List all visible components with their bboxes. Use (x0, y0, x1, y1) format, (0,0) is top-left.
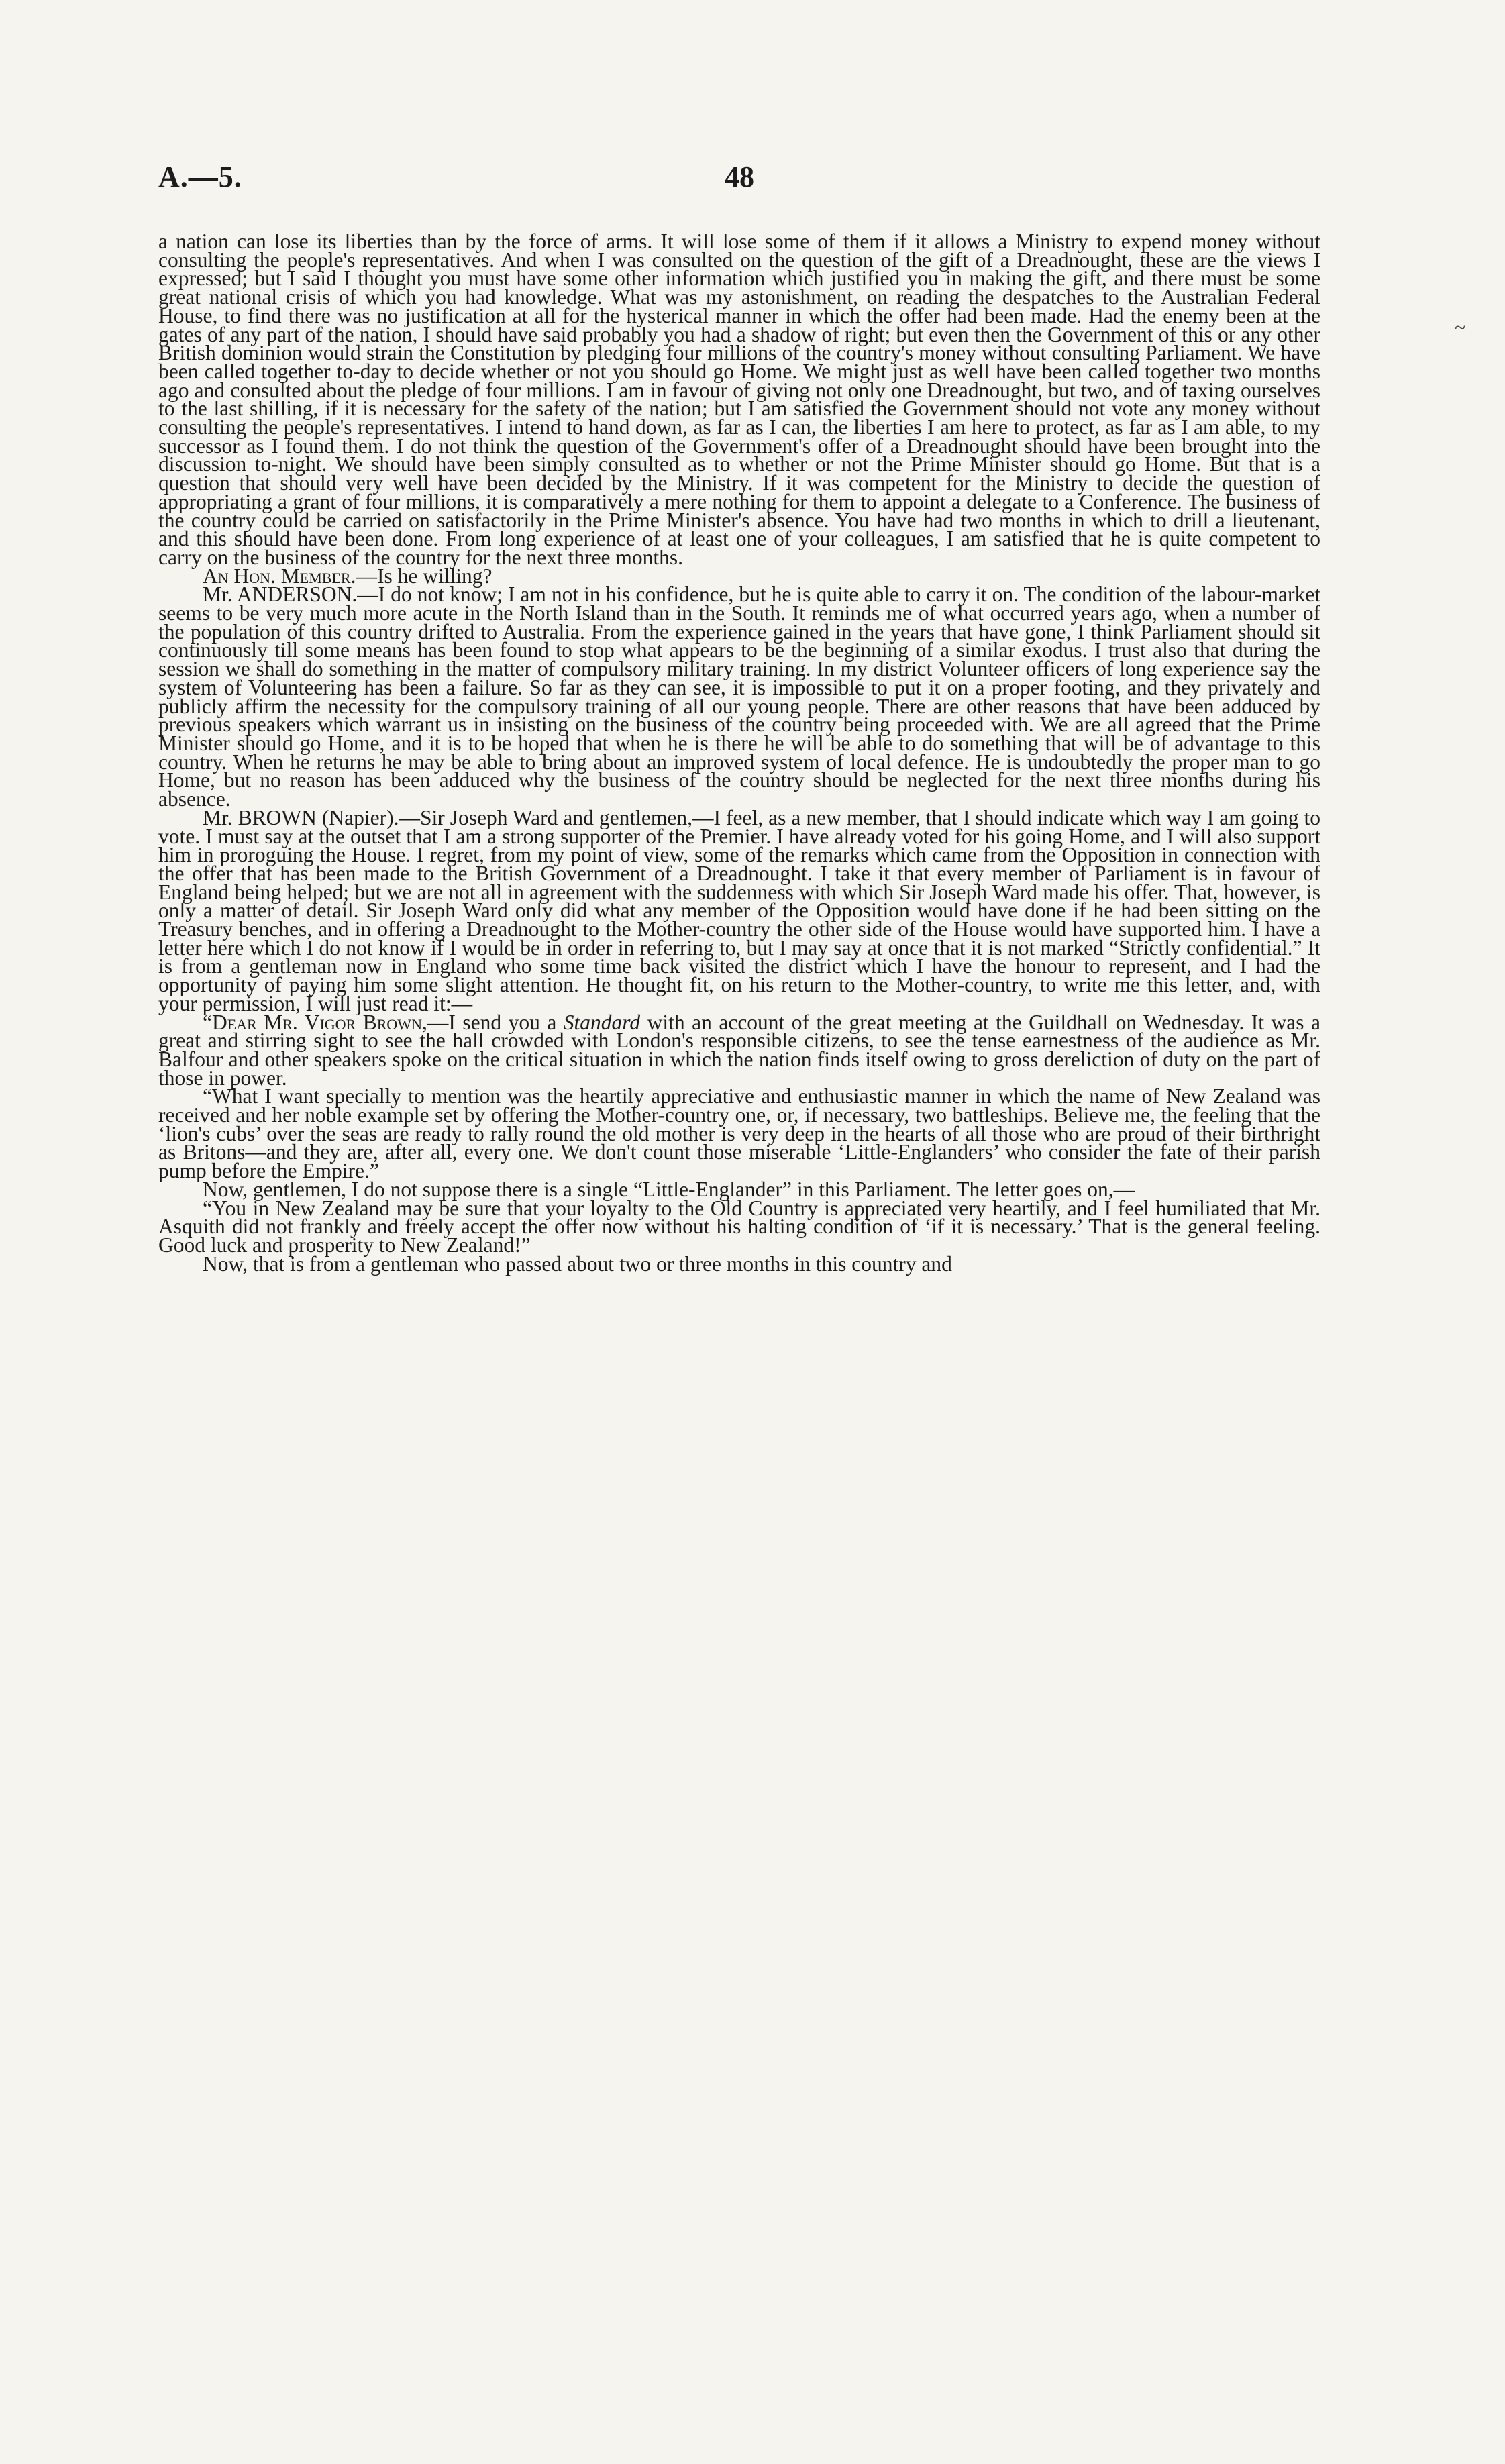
paragraph-brown-continued: Now, gentlemen, I do not suppose there is a single “Little-Englander” in this Parliament. The letter goes on,— (203, 1177, 1135, 1201)
paragraph-anderson (158, 582, 1320, 811)
speaker-name: Mr. BROWN (Napier). (203, 805, 399, 829)
speaker-name: Mr. ANDERSON. (203, 582, 358, 607)
paragraph-brown (158, 805, 1320, 1015)
letter-salutation: “Dear Mr. Vigor Brown, (203, 1010, 427, 1034)
speech-text: —Sir Joseph Ward and gentlemen,—I feel, as a new member, that I should indicate which way I am going to vote. I must say at the outset that I am a strong supporter of the Premier. I have already voted for his going Home, and I will also support him in proroguing the House. I regret, from my point of view, some of the remarks which came from the Opposition in connection with the offer that has been made to the British Government of a Dreadnought. I take it that every member of Parliament is in favour of England being helped; but we are not all in agreement with the suddenness with which Sir Joseph Ward made his offer. That, however, is only a matter of detail. Sir Joseph Ward only did what any member of the Opposition would have done if he had been sitting on the Treasury benches, and in offering a Dreadnought to the Mother-country the other side of the House would have supported him. I have a letter here which I do not know if I would be in order in referring to, but I may say at once that it is not marked “Strictly confidential.” It is from a gentleman now in England who some time back visited the district which I have the honour to represent, and I had the opportunity of paying him some slight attention. He thought fit, on his return to the Mother-country, to write me this letter, and, with your permission, I will just read it:— (158, 805, 1320, 1015)
newspaper-title: Standard (563, 1010, 641, 1034)
paragraph-continuation: a nation can lose its liberties than by the force of arms. It will lose some of them if it allows a Ministry to expend money without consulting the people's representatives. And when I was consulted on the question of the gift of a Dreadnought, these are the views I expressed; but I said I thought you must have some other information which justified you in making the gift, and there must be some great national crisis of which you had knowledge. What was my astonishment, on reading the despatches to the Australian Federal House, to find there was no justification at all for the hysterical manner in which the offer had been made. Had the enemy been at the gates of any part of the nation, I should have said probably you had a shadow of right; but even then the Government of this or any other British dominion would strain the Constitution by pledging four millions of the country's money without consulting Parliament. We have been called together to-day to decide whether or not you should go Home. We might just as well have been called together two months ago and consulted about the pledge of four millions. I am in favour of giving not only one Dreadnought, but two, and of taxing ourselves to the last shilling, if it is necessary for the safety of the nation; but I am satisfied the Government should not vote any money without consulting the people's representatives. I intend to hand down, as far as I can, the liberties I am here to protect, as far as I am able, to my successor as I found them. I do not think the question of the Government's offer of a Dreadnought should have been brought into the discussion to-night. We should have been simply consulted as to whether or not the Prime Minister should go Home. But that is a question that should very well have been decided by the Ministry. If it was competent for the Ministry to decide the question of appropriating a grant of four millions, it is comparatively a mere nothing for them to appoint a delegate to a Conference. The business of the country could be carried on satisfactorily in the Prime Minister's absence. You have had two months in which to drill a lieutenant, and this should have been done. From long experience of at least one of your colleagues, I am satisfied that he is quite competent to carry on the business of the country for the next three months. (158, 229, 1320, 569)
speech-text: —I do not know; I am not in his confidence, but he is quite able to carry it on. The condition of the labour-market seems to be very much more acute in the North Island than in the South. It reminds me of what occurred years ago, when a number of the population of this country drifted to Australia. From the experience gained in the years that have gone, I think Parliament should sit continuously till some means has been found to stop what appears to be the beginning of a similar exodus. I trust also that during the session we shall do something in the matter of compulsory military training. In my district Volunteer officers of long experience say the system of Volunteering has been a failure. So far as they can see, it is impossible to put it on a proper footing, and they privately and publicly affirm the necessity for the compulsory training of all our young people. There are other reasons that have been adduced by previous speakers which warrant us in insisting on the business of the country being proceeded with. We are all agreed that the Prime Minister should go Home, and it is to be hoped that when he is there he will be able to do something that will be of advantage to this country. When he returns he may be able to bring about an improved system of local defence. He is undoubtedly the proper man to go Home, but no reason has been adduced why the business of the country should be neglected for the next three months during his absence. (158, 582, 1320, 811)
speaker-name: An Hon. Member. (203, 564, 356, 588)
page-header (158, 160, 1320, 207)
margin-mark: ~ (1455, 317, 1466, 339)
page-number: 48 (725, 160, 754, 193)
speech-text: —Is he willing? (356, 564, 492, 588)
letter-text: with an account of the great meeting at the Guildhall on Wednesday. It was a great and stirring sight to see the hall crowded with London's responsible citizens, to see the tense earnestness of the audience as Mr. Balfour and other speakers spoke on the critical situation in which the nation finds itself owing to gross dereliction of duty on the part of those in power. (158, 1010, 1321, 1090)
body-text (158, 229, 1321, 1276)
letter-paragraph-3: “You in New Zealand may be sure that your loyalty to the Old Country is appreciated very heartily, and I feel humiliated that Mr. Asquith did not frankly and freely accept the offer now without his halting condition of ‘if it is necessary.’ That is the general feeling. Good luck and prosperity to New Zealand!” (158, 1196, 1320, 1257)
letter-text: —I send you a (427, 1010, 564, 1034)
paragraph-brown-closing: Now, that is from a gentleman who passed about two or three months in this country and (203, 1251, 952, 1276)
letter-paragraph-1 (158, 1010, 1321, 1090)
letter-paragraph-2: “What I want specially to mention was the heartily appreciative and enthusiastic manner in which the name of New Zealand was received and her noble example set by offering the Mother-country one, or, if necessary, two battleships. Believe me, the feeling that the ‘lion's cubs’ over the seas are ready to rally round the old mother is very deep in the hearts of all those who are proud of their birthright as Britons—and they are, after all, every one. We don't count those miserable ‘Little-Englanders’ who consider the fate of their parish pump before the Empire.” (158, 1084, 1320, 1183)
document-reference: A.—5. (158, 160, 242, 193)
